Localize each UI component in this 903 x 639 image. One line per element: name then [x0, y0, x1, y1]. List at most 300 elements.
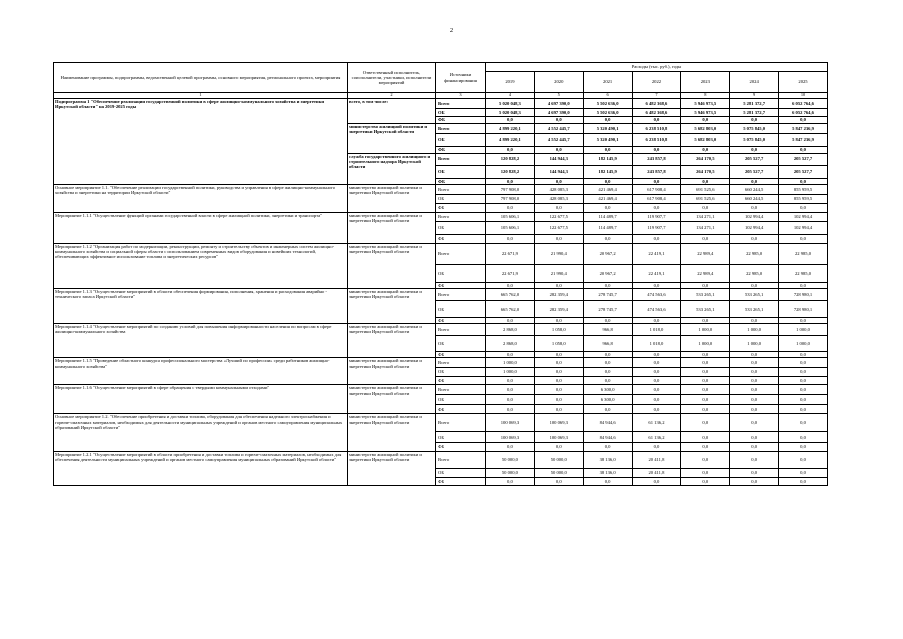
- row-amount: 0,0: [632, 352, 681, 358]
- row-funding-source: Всего: [436, 414, 486, 432]
- row-amount: 660 244,5: [730, 194, 779, 203]
- row-amount: 0,0: [534, 235, 583, 244]
- row-amount: 1 000,0: [486, 358, 535, 368]
- row-amount: 0,0: [632, 235, 681, 244]
- column-number: 6: [583, 93, 632, 99]
- row-amount: 1 058,0: [534, 324, 583, 336]
- row-amount: 22 671,9: [486, 244, 535, 265]
- row-amount: 5 075 845,0: [730, 133, 779, 146]
- row-executor: министерство жилищной политики и энергетики Иркутской области: [348, 185, 436, 213]
- row-amount: 5 020 048,3: [486, 108, 535, 117]
- row-amount: 1 000,0: [681, 336, 730, 352]
- row-amount: 0,0: [632, 376, 681, 385]
- row-amount: 1 058,0: [534, 336, 583, 352]
- row-funding-source: ОБ: [436, 133, 486, 146]
- row-amount: 105 606,1: [486, 212, 535, 222]
- row-amount: 0,0: [534, 477, 583, 486]
- column-number: 9: [730, 93, 779, 99]
- row-amount: 0,0: [681, 404, 730, 414]
- row-amount: 0,0: [730, 376, 779, 385]
- row-amount: 855 959,5: [779, 185, 828, 195]
- row-amount: 0,0: [632, 178, 681, 185]
- row-amount: 0,0: [486, 283, 535, 289]
- row-amount: 0,0: [779, 442, 828, 451]
- row-amount: 5 847 236,9: [779, 133, 828, 146]
- row-amount: 0,0: [583, 283, 632, 289]
- row-funding-source: ОБ: [436, 432, 486, 443]
- row-amount: 5 682 803,0: [681, 133, 730, 146]
- row-amount: 22 419,1: [632, 244, 681, 265]
- row-amount: 6 300,0: [583, 385, 632, 395]
- row-amount: 22 985,0: [730, 265, 779, 283]
- row-amount: 0,0: [779, 358, 828, 368]
- row-amount: 0,0: [730, 117, 779, 124]
- row-amount: 5 502 636,0: [583, 99, 632, 109]
- header-year: 2022: [632, 72, 681, 93]
- row-amount: 0,0: [486, 203, 535, 212]
- row-amount: 6 052 764,6: [779, 99, 828, 109]
- row-amount: 0,0: [779, 432, 828, 443]
- row-amount: 0,0: [681, 468, 730, 477]
- row-amount: 728 980,1: [779, 301, 828, 318]
- row-amount: 0,0: [681, 358, 730, 368]
- row-amount: 6 238 510,8: [632, 133, 681, 146]
- row-amount: 0,0: [730, 451, 779, 468]
- row-amount: 0,0: [730, 318, 779, 324]
- row-amount: 0,0: [486, 442, 535, 451]
- row-amount: 1 000,0: [779, 324, 828, 336]
- row-executor: министерство жилищной политики и энергетики Иркутской области: [348, 358, 436, 385]
- row-funding-source: Всего: [436, 324, 486, 336]
- row-amount: 100 069,3: [486, 414, 535, 432]
- row-funding-source: Всего: [436, 244, 486, 265]
- row-amount: 0,0: [730, 404, 779, 414]
- row-amount: 0,0: [534, 367, 583, 376]
- row-program-name: Основное мероприятие 1.2. "Обеспечение приобретения и доставки топлива, оборудования для обеспечения надежного электроснабжения и горюче-смазочных материалов, необходимых для деятельности муниципальных учреждений и органов местного самоуправления муниципальных образований Иркутской области": [54, 414, 348, 452]
- row-amount: 0,0: [681, 432, 730, 443]
- row-amount: 0,0: [681, 352, 730, 358]
- row-amount: 966,8: [583, 336, 632, 352]
- row-amount: 0,0: [779, 414, 828, 432]
- row-amount: 102 994,4: [779, 222, 828, 235]
- row-funding-source: ФБ: [436, 203, 486, 212]
- row-amount: 0,0: [583, 404, 632, 414]
- row-amount: 5 281 372,7: [730, 99, 779, 109]
- row-amount: 533 265,1: [681, 301, 730, 318]
- row-executor: всего, в том числе:: [348, 99, 436, 124]
- row-amount: 122 677,5: [534, 222, 583, 235]
- column-number: 5: [534, 93, 583, 99]
- row-amount: 205 527,7: [779, 153, 828, 165]
- row-amount: 21 990,4: [534, 244, 583, 265]
- row-amount: 0,0: [632, 442, 681, 451]
- header-executor: Ответственный исполнитель, соисполнители, участники, исполнители мероприятий: [348, 63, 436, 93]
- row-amount: 1 000,0: [730, 324, 779, 336]
- column-number: 3: [436, 93, 486, 99]
- row-amount: 0,0: [779, 376, 828, 385]
- row-amount: 0,0: [681, 477, 730, 486]
- row-amount: 0,0: [583, 146, 632, 153]
- row-amount: 0,0: [779, 352, 828, 358]
- header-year: 2023: [681, 72, 730, 93]
- table-row: [54, 324, 828, 336]
- row-amount: 0,0: [730, 395, 779, 405]
- row-amount: 0,0: [632, 117, 681, 124]
- row-amount: 0,0: [486, 404, 535, 414]
- row-executor: министерство жилищной политики и энергетики Иркутской области: [348, 124, 436, 154]
- row-funding-source: Всего: [436, 185, 486, 195]
- row-amount: 665 762,0: [486, 301, 535, 318]
- row-amount: 50 000,0: [534, 468, 583, 477]
- row-amount: 4 552 445,7: [534, 133, 583, 146]
- row-amount: 134 271,1: [681, 222, 730, 235]
- row-amount: 0,0: [486, 477, 535, 486]
- row-program-name: Мероприятие 1.1.5 "Проведение областного конкурса профессионального мастерства «Лучший по профессии» среди работников жилищно-коммунального хозяйства": [54, 358, 348, 385]
- page-number: 2: [449, 27, 454, 34]
- row-amount: 205 527,7: [730, 153, 779, 165]
- row-amount: 0,0: [730, 146, 779, 153]
- row-amount: 0,0: [779, 477, 828, 486]
- row-funding-source: ФБ: [436, 376, 486, 385]
- row-amount: 0,0: [583, 367, 632, 376]
- row-amount: 0,0: [486, 385, 535, 395]
- header-expenses: Расходы (тыс. руб.), годы: [486, 63, 828, 72]
- row-amount: 6 052 764,6: [779, 108, 828, 117]
- row-amount: 5 281 372,7: [730, 108, 779, 117]
- row-amount: 6 300,0: [583, 395, 632, 405]
- row-executor: министерство жилищной политики и энергетики Иркутской области: [348, 244, 436, 289]
- row-amount: 0,0: [681, 283, 730, 289]
- row-amount: 6 482 368,6: [632, 108, 681, 117]
- row-amount: 0,0: [681, 376, 730, 385]
- row-amount: 428 085,3: [534, 185, 583, 195]
- row-amount: 0,0: [632, 283, 681, 289]
- row-amount: 4 899 220,1: [486, 124, 535, 134]
- row-amount: 38 136,0: [583, 451, 632, 468]
- row-amount: 100 069,3: [534, 414, 583, 432]
- row-funding-source: ФБ: [436, 178, 486, 185]
- row-amount: 50 000,0: [534, 451, 583, 468]
- row-amount: 421 469,4: [583, 194, 632, 203]
- row-amount: 264 170,5: [681, 165, 730, 178]
- row-amount: 0,0: [632, 367, 681, 376]
- row-amount: 1 000,0: [681, 324, 730, 336]
- row-amount: 0,0: [583, 358, 632, 368]
- table-row: [54, 451, 828, 468]
- row-funding-source: ОБ: [436, 165, 486, 178]
- row-executor: министерство жилищной политики и энергетики Иркутской области: [348, 451, 436, 486]
- row-amount: 5 502 636,0: [583, 108, 632, 117]
- row-amount: 0,0: [779, 404, 828, 414]
- row-amount: 0,0: [730, 442, 779, 451]
- row-funding-source: ФБ: [436, 352, 486, 358]
- row-funding-source: ФБ: [436, 442, 486, 451]
- row-amount: 4 697 390,0: [534, 108, 583, 117]
- row-funding-source: Всего: [436, 358, 486, 368]
- row-amount: 2 868,0: [486, 336, 535, 352]
- row-amount: 0,0: [681, 203, 730, 212]
- row-amount: 20 411,8: [632, 468, 681, 477]
- row-funding-source: ФБ: [436, 235, 486, 244]
- row-amount: 0,0: [681, 395, 730, 405]
- row-amount: 120 828,2: [486, 153, 535, 165]
- row-amount: 22 985,0: [730, 244, 779, 265]
- row-executor: министерство жилищной политики и энергетики Иркутской области: [348, 385, 436, 414]
- row-amount: 0,0: [583, 442, 632, 451]
- row-amount: 0,0: [632, 203, 681, 212]
- row-amount: 50 000,0: [486, 451, 535, 468]
- row-amount: 22 989,4: [681, 265, 730, 283]
- row-amount: 0,0: [486, 352, 535, 358]
- row-amount: 0,0: [583, 352, 632, 358]
- row-program-name: Основное мероприятие 1.1. "Обеспечение реализации государственной политики, руководства и управления в сфере жилищно-коммунального хозяйства и энергетики на территории Иркутской области": [54, 185, 348, 213]
- row-amount: 1 018,0: [632, 324, 681, 336]
- row-amount: 0,0: [534, 404, 583, 414]
- row-amount: 205 527,7: [730, 165, 779, 178]
- row-amount: 0,0: [583, 477, 632, 486]
- row-amount: 0,0: [534, 203, 583, 212]
- row-amount: 0,0: [486, 178, 535, 185]
- row-amount: 144 944,3: [534, 153, 583, 165]
- row-amount: 0,0: [730, 358, 779, 368]
- row-amount: 6 482 368,6: [632, 99, 681, 109]
- row-amount: 0,0: [583, 203, 632, 212]
- row-amount: 205 527,7: [779, 165, 828, 178]
- table-row: [54, 244, 828, 265]
- row-amount: 4 697 390,0: [534, 99, 583, 109]
- row-amount: 0,0: [632, 358, 681, 368]
- row-funding-source: ФБ: [436, 283, 486, 289]
- row-amount: 38 136,0: [583, 468, 632, 477]
- row-amount: 533 265,1: [730, 301, 779, 318]
- row-funding-source: ФБ: [436, 318, 486, 324]
- row-amount: 5 847 236,9: [779, 124, 828, 134]
- row-amount: 0,0: [681, 385, 730, 395]
- row-amount: 182 145,9: [583, 153, 632, 165]
- row-amount: 0,0: [583, 235, 632, 244]
- table-row: [54, 99, 828, 109]
- row-amount: 0,0: [534, 146, 583, 153]
- row-amount: 0,0: [534, 358, 583, 368]
- row-amount: 0,0: [486, 376, 535, 385]
- row-amount: 0,0: [779, 117, 828, 124]
- row-amount: 797 908,0: [486, 185, 535, 195]
- row-amount: 20 967,2: [583, 244, 632, 265]
- row-amount: 5 075 845,0: [730, 124, 779, 134]
- row-executor: министерство жилищной политики и энергетики Иркутской области: [348, 324, 436, 358]
- row-amount: 84 944,6: [583, 432, 632, 443]
- row-amount: 474 563,6: [632, 301, 681, 318]
- row-program-name: Мероприятие 1.1.4 "Осуществление мероприятий по созданию условий для повышения информированности населения по вопросам в сфере жилищно-коммунального хозяйства: [54, 324, 348, 358]
- row-funding-source: Всего: [436, 124, 486, 134]
- row-amount: 282 359,4: [534, 289, 583, 301]
- row-amount: 22 985,0: [779, 265, 828, 283]
- row-amount: 22 419,1: [632, 265, 681, 283]
- row-amount: 617 908,4: [632, 194, 681, 203]
- row-amount: 0,0: [583, 318, 632, 324]
- row-amount: 0,0: [632, 395, 681, 405]
- row-amount: 797 908,0: [486, 194, 535, 203]
- row-amount: 114 489,7: [583, 212, 632, 222]
- row-amount: 119 907,7: [632, 222, 681, 235]
- row-executor: министерство жилищной политики и энергетики Иркутской области: [348, 212, 436, 244]
- row-funding-source: ОБ: [436, 395, 486, 405]
- table-row: [54, 185, 828, 195]
- row-amount: 2 868,0: [486, 324, 535, 336]
- row-amount: 282 359,4: [534, 301, 583, 318]
- row-amount: 4 899 220,1: [486, 133, 535, 146]
- table-row: [54, 289, 828, 301]
- row-amount: 5 946 973,5: [681, 108, 730, 117]
- row-amount: 20 411,8: [632, 451, 681, 468]
- row-amount: 0,0: [632, 477, 681, 486]
- row-amount: 122 677,5: [534, 212, 583, 222]
- row-amount: 119 907,7: [632, 212, 681, 222]
- row-funding-source: ФБ: [436, 117, 486, 124]
- row-amount: 264 170,5: [681, 153, 730, 165]
- row-funding-source: Всего: [436, 289, 486, 301]
- row-funding-source: ОБ: [436, 265, 486, 283]
- table-row: [54, 385, 828, 395]
- row-amount: 0,0: [779, 203, 828, 212]
- financing-table: [53, 62, 828, 486]
- row-amount: 0,0: [534, 352, 583, 358]
- row-amount: 0,0: [779, 178, 828, 185]
- row-amount: 0,0: [632, 404, 681, 414]
- header-year: 2025: [779, 72, 828, 93]
- row-amount: 728 980,1: [779, 289, 828, 301]
- row-amount: 0,0: [730, 235, 779, 244]
- row-amount: 0,0: [583, 178, 632, 185]
- row-amount: 0,0: [779, 283, 828, 289]
- row-program-name: Мероприятие 1.1.6 "Осуществление мероприятий в сфере обращения с твердыми коммунальными отходами": [54, 385, 348, 414]
- row-amount: 428 085,3: [534, 194, 583, 203]
- row-amount: 0,0: [632, 385, 681, 395]
- row-amount: 0,0: [681, 178, 730, 185]
- row-executor: служба государственного жилищного и строительного надзора Иркутской области: [348, 153, 436, 185]
- row-amount: 22 985,0: [779, 244, 828, 265]
- row-funding-source: Всего: [436, 99, 486, 109]
- row-amount: 0,0: [534, 283, 583, 289]
- row-amount: 1 018,0: [632, 336, 681, 352]
- row-executor: министерство жилищной политики и энергетики Иркутской области: [348, 414, 436, 452]
- row-amount: 0,0: [779, 468, 828, 477]
- row-funding-source: ФБ: [436, 404, 486, 414]
- row-amount: 0,0: [730, 477, 779, 486]
- row-amount: 134 271,1: [681, 212, 730, 222]
- row-amount: 0,0: [730, 414, 779, 432]
- row-funding-source: Всего: [436, 451, 486, 468]
- row-amount: 660 244,5: [730, 185, 779, 195]
- row-funding-source: ФБ: [436, 146, 486, 153]
- row-amount: 278 745,7: [583, 301, 632, 318]
- row-amount: 0,0: [681, 414, 730, 432]
- column-number: 1: [54, 93, 348, 99]
- row-amount: 100 069,3: [534, 432, 583, 443]
- row-amount: 61 136,2: [632, 414, 681, 432]
- row-program-name: Мероприятие 1.2.1 "Осуществление мероприятий в области приобретения и доставки топлива и горюче-смазочных материалов, необходимых для обеспечения деятельности муниципальных учреждений и органов местного самоуправления муниципальных образований Иркутской области": [54, 451, 348, 486]
- row-amount: 5 946 973,5: [681, 99, 730, 109]
- header-year: 2021: [583, 72, 632, 93]
- row-amount: 0,0: [534, 178, 583, 185]
- column-number: 2: [348, 93, 436, 99]
- row-amount: 243 857,8: [632, 165, 681, 178]
- row-amount: 665 762,0: [486, 289, 535, 301]
- row-amount: 0,0: [681, 451, 730, 468]
- row-amount: 0,0: [730, 468, 779, 477]
- row-amount: 0,0: [486, 117, 535, 124]
- row-amount: 5 320 490,1: [583, 133, 632, 146]
- row-amount: 0,0: [486, 395, 535, 405]
- row-amount: 20 967,2: [583, 265, 632, 283]
- row-amount: 105 606,1: [486, 222, 535, 235]
- row-amount: 0,0: [779, 146, 828, 153]
- row-amount: 533 265,1: [681, 289, 730, 301]
- column-number: 4: [486, 93, 535, 99]
- row-amount: 102 994,4: [779, 212, 828, 222]
- column-number: 8: [681, 93, 730, 99]
- row-amount: 0,0: [534, 442, 583, 451]
- row-amount: 0,0: [779, 235, 828, 244]
- row-amount: 0,0: [779, 451, 828, 468]
- row-funding-source: ОБ: [436, 222, 486, 235]
- row-amount: 243 857,8: [632, 153, 681, 165]
- row-amount: 22 989,4: [681, 244, 730, 265]
- table-row: [54, 414, 828, 432]
- row-program-name: Мероприятие 1.1.2 "Организация работ по модернизации, реконструкции, ремонту и строительству объектов и инженерных систем жилищно-коммунального хозяйства и социальной сферы области с использованием современных видов оборудования и новейших технологий, обеспечивающих эффективное использование топлива и энергетических ресурсов": [54, 244, 348, 289]
- row-amount: 61 136,2: [632, 432, 681, 443]
- row-funding-source: ОБ: [436, 301, 486, 318]
- row-amount: 0,0: [681, 442, 730, 451]
- row-amount: 0,0: [681, 146, 730, 153]
- row-amount: 0,0: [779, 395, 828, 405]
- row-amount: 0,0: [486, 235, 535, 244]
- row-amount: 84 944,6: [583, 414, 632, 432]
- header-year: 2024: [730, 72, 779, 93]
- row-amount: 0,0: [534, 395, 583, 405]
- row-amount: 144 944,3: [534, 165, 583, 178]
- row-amount: 0,0: [681, 318, 730, 324]
- row-amount: 0,0: [534, 318, 583, 324]
- row-funding-source: ФБ: [436, 477, 486, 486]
- row-amount: 5 020 048,3: [486, 99, 535, 109]
- column-number: 10: [779, 93, 828, 99]
- row-amount: 1 000,0: [486, 367, 535, 376]
- row-executor: министерство жилищной политики и энергетики Иркутской области: [348, 289, 436, 324]
- row-amount: 0,0: [730, 352, 779, 358]
- row-amount: 0,0: [486, 146, 535, 153]
- row-funding-source: ОБ: [436, 468, 486, 477]
- row-amount: 691 525,6: [681, 185, 730, 195]
- table-row: [54, 358, 828, 368]
- header-funding-source: Источники финансирования: [436, 63, 486, 93]
- row-amount: 102 994,4: [730, 222, 779, 235]
- row-amount: 5 682 803,0: [681, 124, 730, 134]
- row-amount: 50 000,0: [486, 468, 535, 477]
- row-program-name: Подпрограмма 1 "Обеспечение реализации государственной политики в сфере жилищно-коммунального хозяйства и энергетики Иркутской области" на 2019-2025 годы: [54, 99, 348, 185]
- row-amount: 0,0: [730, 367, 779, 376]
- row-amount: 4 552 445,7: [534, 124, 583, 134]
- row-amount: 120 828,2: [486, 165, 535, 178]
- row-amount: 0,0: [681, 117, 730, 124]
- header-year: 2019: [486, 72, 535, 93]
- row-program-name: Мероприятие 1.1.1 "Осуществление функций органами государственной власти в сфере жилищной политики, энергетики и транспорта": [54, 212, 348, 244]
- row-amount: 6 238 510,8: [632, 124, 681, 134]
- row-amount: 691 525,6: [681, 194, 730, 203]
- row-amount: 0,0: [534, 117, 583, 124]
- row-funding-source: Всего: [436, 153, 486, 165]
- row-amount: 114 489,7: [583, 222, 632, 235]
